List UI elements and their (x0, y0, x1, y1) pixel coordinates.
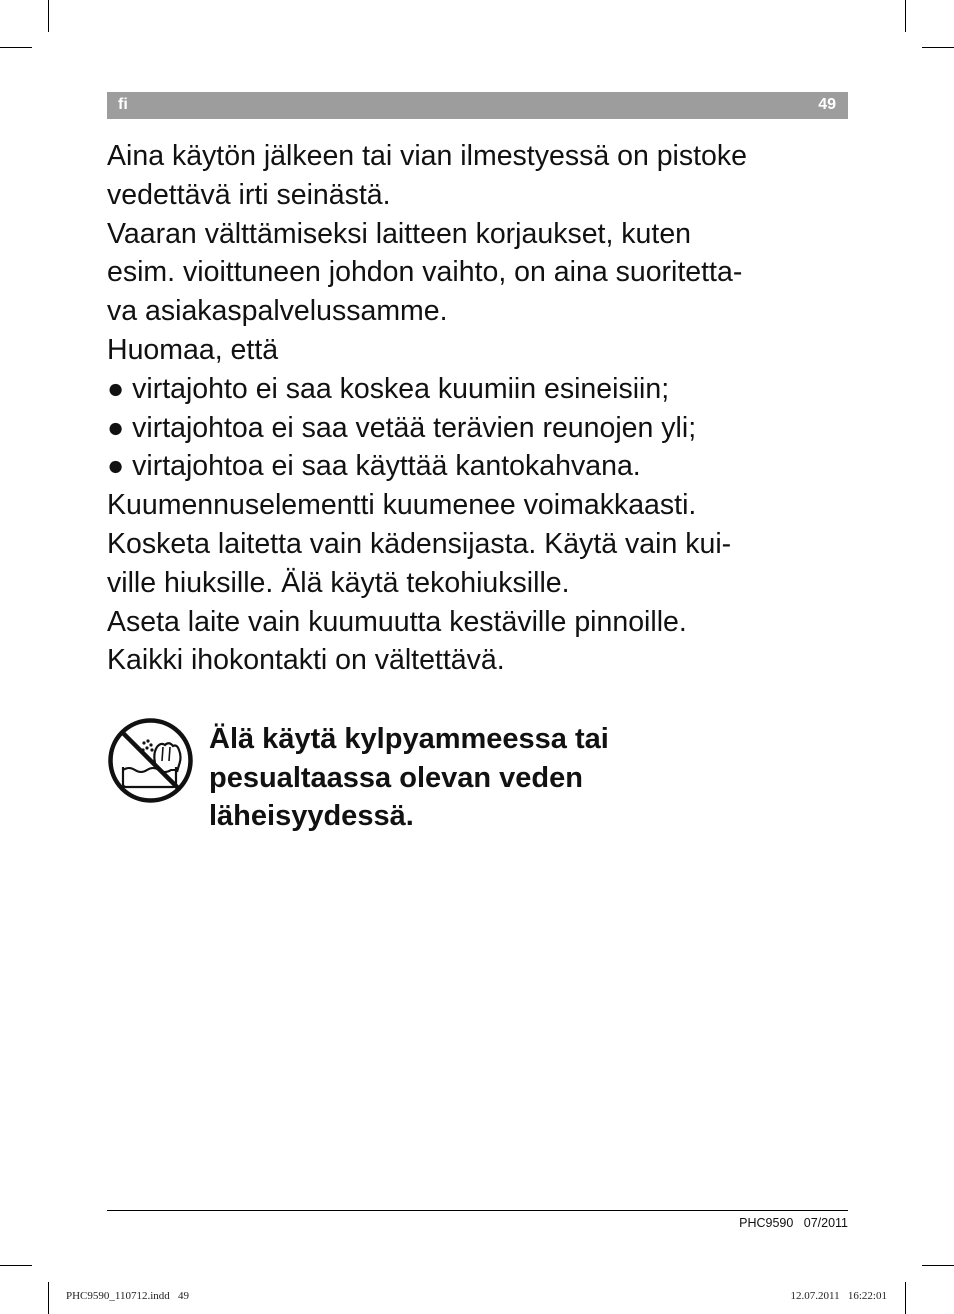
no-water-bath-icon (107, 717, 194, 804)
footer-model-date: PHC9590 07/2011 (739, 1216, 848, 1230)
body-line: Aseta laite vain kuumuutta kestäville pinnoille. (107, 605, 687, 638)
crop-mark-bottom-right-horizontal (922, 1265, 954, 1266)
print-slug-datetime: 12.07.2011 16:22:01 (790, 1290, 887, 1302)
crop-mark-bottom-left-horizontal (0, 1265, 32, 1266)
body-line: Aina käytön jälkeen tai vian ilmestyessä on pistoke (107, 140, 748, 172)
print-slug-file: PHC9590_110712.indd 49 (66, 1290, 190, 1302)
language-code: fi (118, 96, 128, 113)
bath-warning-text (209, 720, 769, 836)
body-line: Kaikki ihokontakti on vältettävä. (107, 644, 505, 677)
body-line: ville hiuksille. Älä käytä tekohiuksille. (107, 566, 570, 599)
bullet-item: ● virtajohto ei saa koskea kuumiin esineisiin; (107, 372, 670, 405)
warning-line: pesualtaassa olevan veden (209, 761, 583, 794)
crop-mark-top-right-horizontal (922, 47, 954, 48)
crop-mark-top-left-horizontal (0, 47, 32, 48)
crop-mark-bottom-right-vertical (905, 1282, 906, 1314)
warning-line: läheisyydessä. (209, 800, 414, 832)
page-number: 49 (818, 96, 836, 113)
bullet-item: ● virtajohtoa ei saa käyttää kantokahvana. (107, 450, 641, 483)
body-line: Kosketa laitetta vain kädensijasta. Käytä vain kui- (107, 527, 732, 560)
warning-line: Älä käytä kylpyammeessa tai (209, 723, 609, 755)
bullet-item: ● virtajohtoa ei saa vetää terävien reunojen yli; (107, 411, 697, 444)
crop-mark-top-right-vertical (905, 0, 906, 32)
body-line: vedettävä irti seinästä. (107, 178, 391, 211)
safety-instructions-text (107, 137, 852, 680)
crop-mark-bottom-left-vertical (48, 1282, 49, 1314)
crop-mark-top-left-vertical (48, 0, 49, 32)
footer-rule (107, 1210, 848, 1211)
body-line: va asiakaspalvelussamme. (107, 295, 448, 328)
body-line: Vaaran välttämiseksi laitteen korjaukset, kuten (107, 217, 692, 250)
page-header-bar (107, 92, 848, 119)
body-line: esim. vioittuneen johdon vaihto, on aina suoritetta- (107, 256, 743, 289)
body-line: Huomaa, että (107, 333, 279, 366)
body-line: Kuumennuselementti kuumenee voimakkaasti. (107, 489, 697, 522)
